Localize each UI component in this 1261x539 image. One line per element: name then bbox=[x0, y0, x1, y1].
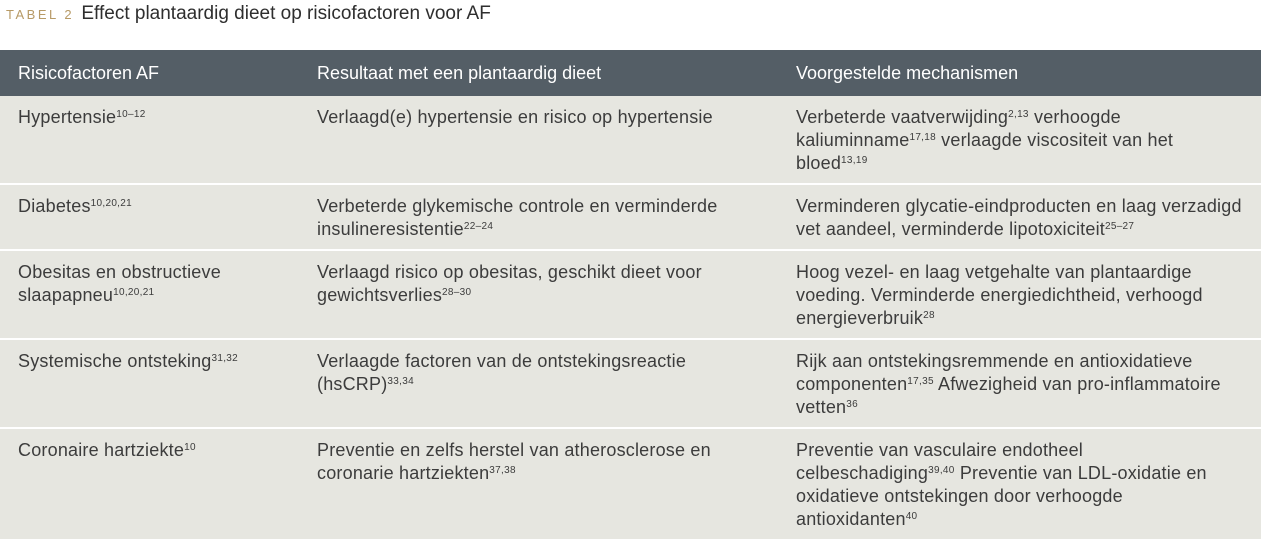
reference-superscript: 10,20,21 bbox=[90, 198, 132, 209]
table-caption bbox=[6, 3, 491, 26]
reference-superscript: 17,18 bbox=[909, 132, 936, 143]
table-row bbox=[0, 96, 1261, 184]
mechanism-text: Verminderen glycatie-eindproducten en laag verzadigd vet aandeel, verminderde lipotoxiciteit bbox=[796, 196, 1242, 239]
reference-superscript: 10–12 bbox=[116, 109, 146, 120]
reference-superscript: 10 bbox=[184, 442, 196, 453]
risk-factor-text: Obesitas en obstructieve slaapapneu bbox=[18, 262, 221, 305]
mechanism-text: Preventie van LDL-oxidatie en oxidatieve ontstekingen door verhoogde antioxidanten bbox=[796, 463, 1207, 529]
reference-superscript: 36 bbox=[846, 399, 858, 410]
result-cell bbox=[298, 339, 777, 428]
reference-superscript: 31,32 bbox=[211, 353, 239, 364]
mechanism-text: Rijk aan ontstekingsremmende en antioxidatieve componenten bbox=[796, 351, 1193, 394]
result-cell bbox=[298, 250, 777, 339]
reference-superscript: 28–30 bbox=[442, 287, 472, 298]
risk-factor-cell bbox=[0, 96, 298, 184]
mechanism-text: Afwezigheid van pro-inflammatoire vetten bbox=[796, 374, 1221, 417]
result-text: Verlaagde factoren van de ontstekingsreactie (hsCRP) bbox=[317, 351, 687, 394]
reference-superscript: 17,35 bbox=[907, 376, 934, 387]
result-text: Verlaagd risico op obesitas, geschikt dieet voor gewichtsverlies bbox=[317, 262, 702, 305]
mechanism-cell bbox=[777, 184, 1261, 250]
mechanism-cell bbox=[777, 339, 1261, 428]
table-row bbox=[0, 250, 1261, 339]
reference-superscript: 39,40 bbox=[928, 465, 955, 476]
risk-factor-cell bbox=[0, 250, 298, 339]
column-header-risk-factors: Risicofactoren AF bbox=[18, 62, 160, 83]
mechanism-text: Preventie van vasculaire endotheel celbeschadiging bbox=[796, 440, 1083, 483]
reference-superscript: 33,34 bbox=[387, 376, 414, 387]
column-header-mechanisms: Voorgestelde mechanismen bbox=[796, 62, 1019, 83]
result-text: Verbeterde glykemische controle en verminderde insulineresistentie bbox=[317, 196, 718, 239]
result-cell bbox=[298, 428, 777, 539]
table-title: Effect plantaardig dieet op risicofactoren voor AF bbox=[81, 3, 491, 24]
risk-factor-text: Diabetes bbox=[18, 196, 91, 216]
risk-factor-cell bbox=[0, 428, 298, 539]
column-header-result: Resultaat met een plantaardig dieet bbox=[317, 62, 602, 83]
reference-superscript: 22–24 bbox=[463, 221, 494, 232]
mechanism-text: Hoog vezel- en laag vetgehalte van plantaardige voeding. Verminderde energiedichtheid, verhoogd energieverbruik bbox=[796, 262, 1203, 328]
table-header-row bbox=[0, 50, 1261, 96]
risk-factor-table bbox=[0, 50, 1261, 539]
mechanism-text: verhoogde kaliuminname bbox=[796, 107, 1121, 150]
reference-superscript: 25–27 bbox=[1104, 221, 1135, 232]
reference-superscript: 37,38 bbox=[489, 465, 516, 476]
reference-superscript: 40 bbox=[905, 511, 918, 522]
table-row bbox=[0, 339, 1261, 428]
mechanism-cell bbox=[777, 428, 1261, 539]
mechanism-text: Verbeterde vaatverwijding bbox=[796, 107, 1009, 127]
reference-superscript: 2,13 bbox=[1008, 109, 1029, 120]
table-row bbox=[0, 184, 1261, 250]
table-row bbox=[0, 428, 1261, 539]
mechanism-text: verlaagde viscositeit van het bloed bbox=[796, 130, 1174, 173]
reference-superscript: 10,20,21 bbox=[113, 287, 155, 298]
result-text: Preventie en zelfs herstel van atherosclerose en coronarie hartziekten bbox=[317, 440, 711, 483]
mechanism-cell bbox=[777, 96, 1261, 184]
mechanism-cell bbox=[777, 250, 1261, 339]
result-cell bbox=[298, 96, 777, 184]
risk-factor-cell bbox=[0, 339, 298, 428]
risk-factor-cell bbox=[0, 184, 298, 250]
reference-superscript: 13,19 bbox=[841, 155, 868, 166]
risk-factor-text: Coronaire hartziekte bbox=[18, 440, 185, 460]
table-number-label: TABEL 2 bbox=[6, 7, 75, 22]
result-text: Verlaagd(e) hypertensie en risico op hypertensie bbox=[317, 107, 713, 127]
risk-factor-text: Hypertensie bbox=[18, 107, 117, 127]
result-cell bbox=[298, 184, 777, 250]
risk-factor-text: Systemische ontsteking bbox=[18, 351, 212, 371]
reference-superscript: 28 bbox=[923, 310, 935, 321]
